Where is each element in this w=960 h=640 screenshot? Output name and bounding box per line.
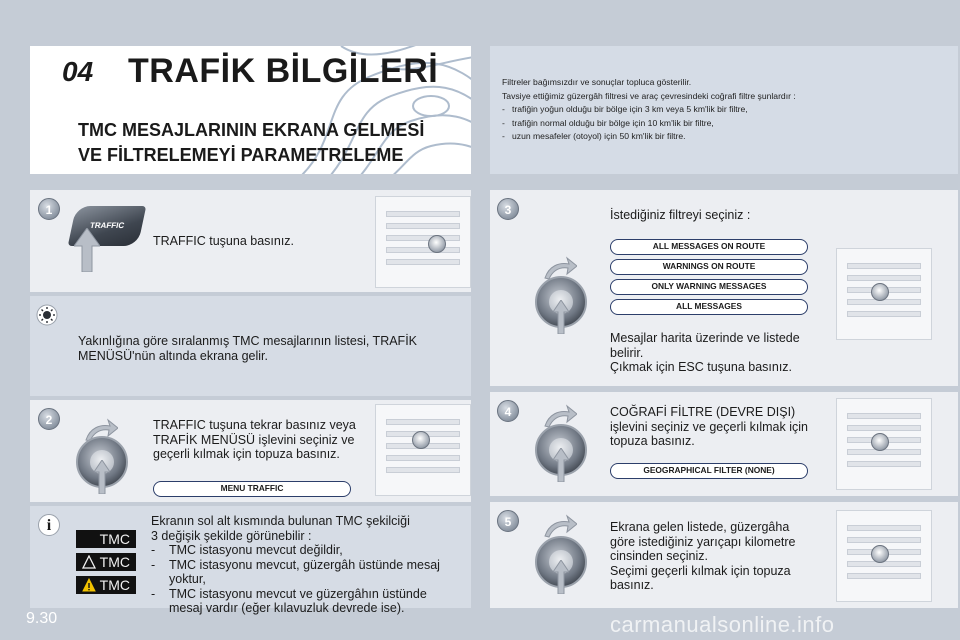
info-intro-line-2: 3 değişik şekilde görünebilir :: [151, 528, 312, 543]
info-intro-line-1: Ekranın sol alt kısmında bulunan TMC şekilciği: [151, 514, 410, 528]
filters-info-item: - trafiğin yoğun olduğu bir bölge için 3 km veya 5 km'lik bir filtre,: [502, 104, 748, 114]
step-1-badge: 1: [38, 198, 60, 220]
filters-info-item: - trafiğin normal olduğu bir bölge için 10 km'lik bir filtre,: [502, 117, 714, 128]
filters-info-line-1: Filtreler bağımsızdır ve sonuçlar topluca gösterilir.: [502, 77, 692, 87]
info-list-item: - TMC istasyonu mevcut değildir,: [151, 543, 343, 557]
radio-panel-illustration: [836, 510, 932, 602]
tmc-symbol-no-message: [76, 553, 136, 571]
geographical-filter-pill: GEOGRAPHICAL FILTER (NONE): [610, 463, 808, 479]
tmc-symbol-no-station: TMC: [76, 530, 136, 548]
tip-text: [78, 334, 417, 363]
step-4-text-line-3: topuza basınız.: [610, 434, 695, 448]
step-5-text-line-5: basınız.: [610, 578, 654, 592]
subtitle-line-1: TMC MESAJLARININ EKRANA GELMESİ: [78, 120, 425, 140]
chapter-number: 04: [62, 56, 94, 87]
step-3-after-line-3: Çıkmak için ESC tuşuna basınız.: [610, 360, 793, 374]
tip-text-line-2: MENÜSÜ'nün altında ekrana gelir.: [78, 348, 268, 363]
filter-option-all-messages: ALL MESSAGES: [610, 299, 808, 315]
filter-option-only-warning-messages: ONLY WARNING MESSAGES: [610, 279, 808, 295]
step-5-text-line-4: Seçimi geçerli kılmak için topuza: [610, 563, 791, 578]
filters-info-line-2: Tavsiye ettiğimiz güzergâh filtresi ve araç çevresindeki coğrafi filtre şunlardır :: [502, 90, 796, 101]
section-subtitle: [78, 118, 424, 168]
step-4-badge: 4: [497, 400, 519, 422]
step-3-badge: 3: [497, 198, 519, 220]
arrow-up-icon: [94, 460, 110, 494]
subtitle-line-2: VE FİLTRELEMEYİ PARAMETRELEME: [78, 145, 404, 165]
arrow-up-icon: [74, 228, 100, 272]
step-1-text: TRAFFIC tuşuna basınız.: [153, 234, 295, 248]
arrow-up-icon: [553, 560, 569, 594]
step-2-text-line-1: TRAFFIC tuşuna tekrar basınız veya: [153, 418, 356, 432]
radio-panel-illustration: [375, 404, 471, 496]
info-text: [151, 514, 466, 616]
step-5-text: [610, 520, 796, 593]
lightbulb-icon: [36, 304, 58, 326]
arrow-up-icon: [553, 300, 569, 334]
info-list-item: - TMC istasyonu mevcut ve güzergâhın üstünde mesaj vardır (eğer kılavuzluk devrede ise).: [151, 586, 427, 615]
step-4-text-line-2: işlevini seçiniz ve geçerli kılmak için: [610, 419, 808, 434]
step-5-text-line-1: Ekrana gelen listede, güzergâha: [610, 520, 790, 534]
step-3-after-text: [610, 331, 800, 375]
tip-text-line-1: Yakınlığına göre sıralanmış TMC mesajlarının listesi, TRAFİK: [78, 334, 418, 348]
arrow-up-icon: [553, 448, 569, 482]
step-3-text: İstediğiniz filtreyi seçiniz :: [610, 208, 751, 222]
step-3-after-line-1: Mesajlar harita üzerinde ve listede: [610, 331, 800, 345]
step-2-text-line-2: TRAFİK MENÜSÜ işlevini seçiniz ve: [153, 432, 355, 447]
watermark: carmanualsonline.info: [610, 612, 835, 637]
page-number: 9.30: [26, 610, 58, 627]
warning-filled-icon: [82, 578, 96, 592]
step-2-text: [153, 418, 356, 462]
traffic-button-illustration: TRAFFIC: [68, 206, 147, 246]
step-3-after-line-2: belirir.: [610, 345, 644, 360]
tmc-symbol-with-message: [76, 576, 136, 594]
rotate-arrow-icon: [543, 514, 577, 538]
filters-info-panel: [490, 46, 958, 174]
radio-panel-illustration: [836, 398, 932, 490]
step-2-badge: 2: [38, 408, 60, 430]
filter-option-warnings-on-route: WARNINGS ON ROUTE: [610, 259, 808, 275]
info-list-item: - TMC istasyonu mevcut, güzergâh üstünde mesaj yoktur,: [151, 557, 440, 586]
step-5-badge: 5: [497, 510, 519, 532]
filter-option-all-messages-on-route: ALL MESSAGES ON ROUTE: [610, 239, 808, 255]
radio-panel-illustration: [836, 248, 932, 340]
step-4-text: [610, 405, 808, 449]
tmc-label: TMC: [99, 554, 130, 570]
step-5-text-line-3: cinsinden seçiniz.: [610, 549, 708, 563]
warning-outline-icon: [82, 555, 96, 569]
filters-info-item: - uzun mesafeler (otoyol) için 50 km'lik bir filtre.: [502, 131, 686, 141]
radio-panel-illustration: [375, 196, 471, 288]
chapter-title: TRAFİK BİLGİLERİ: [128, 52, 439, 90]
tmc-label: TMC: [99, 577, 130, 593]
step-5-text-line-2: göre istediğiniz yarıçapı kilometre: [610, 534, 796, 549]
step-4-text-line-1: COĞRAFİ FİLTRE (DEVRE DIŞI): [610, 405, 796, 419]
menu-traffic-pill: MENU TRAFFIC: [153, 481, 351, 497]
step-2-text-line-3: geçerli kılmak için topuza basınız.: [153, 447, 340, 461]
info-icon: i: [38, 514, 60, 536]
